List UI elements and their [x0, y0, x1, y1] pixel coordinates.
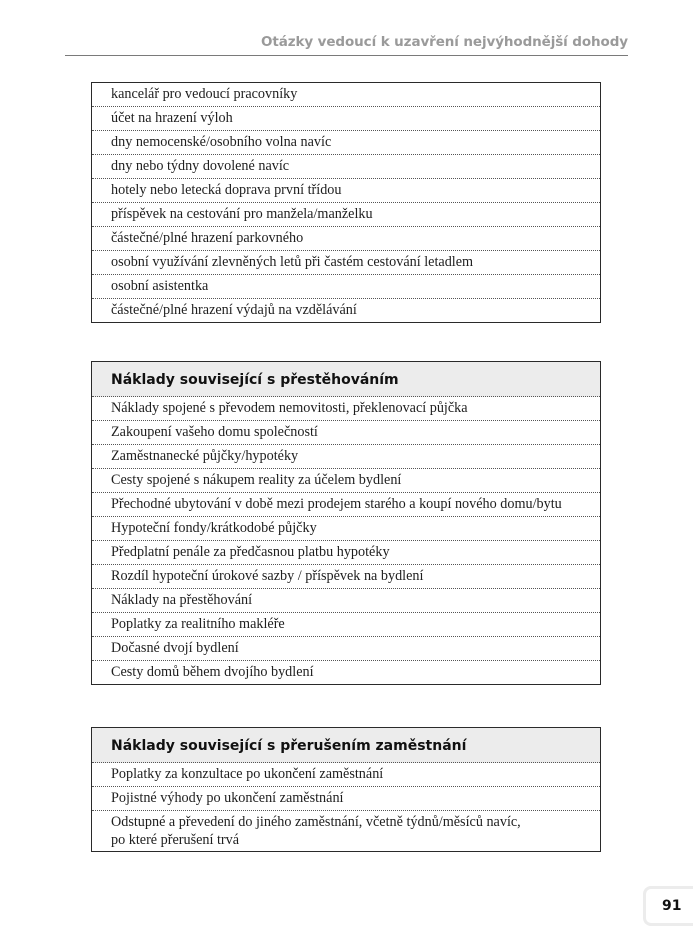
table-row: Hypoteční fondy/krátkodobé půjčky [92, 517, 600, 541]
table-row-line: po které přerušení trvá [111, 832, 240, 848]
table-row: hotely nebo letecká doprava první třídou [92, 179, 600, 203]
table-row: Dočasné dvojí bydlení [92, 637, 600, 661]
employment-termination-costs-table [91, 727, 601, 852]
running-head-title: Otázky vedoucí k uzavření nejvýhodnější dohody [65, 30, 628, 56]
table-row: Poplatky za realitního makléře [92, 613, 600, 637]
table-heading: Náklady související s přerušením zaměstnání [92, 728, 600, 763]
table-heading: Náklady související s přestěhováním [92, 362, 600, 397]
table-row: Zakoupení vašeho domu společností [92, 421, 600, 445]
relocation-costs-table [91, 361, 601, 685]
table-row [92, 811, 600, 851]
table-row: Cesty domů během dvojího bydlení [111, 664, 314, 680]
table-row: dny nemocenské/osobního volna navíc [92, 131, 600, 155]
table-row: osobní asistentka [92, 275, 600, 299]
table-row: účet na hrazení výloh [92, 107, 600, 131]
table-row: Pojistné výhody po ukončení zaměstnání [92, 787, 600, 811]
table-row: Přechodné ubytování v době mezi prodejem starého a koupí nového domu/bytu [92, 493, 600, 517]
table-row: Předplatní penále za předčasnou platbu hypotéky [92, 541, 600, 565]
table-row: částečné/plné hrazení výdajů na vzdělávání [111, 302, 357, 318]
page-number: 91 [643, 886, 693, 926]
table-row: kancelář pro vedoucí pracovníky [92, 83, 600, 107]
table-row: Zaměstnanecké půjčky/hypotéky [92, 445, 600, 469]
table-row: Poplatky za konzultace po ukončení zaměstnání [92, 763, 600, 787]
table-row: Rozdíl hypoteční úrokové sazby / příspěvek na bydlení [92, 565, 600, 589]
table-row: osobní využívání zlevněných letů při častém cestování letadlem [92, 251, 600, 275]
table-row: příspěvek na cestování pro manžela/manželku [92, 203, 600, 227]
table-row: Cesty spojené s nákupem reality za účelem bydlení [92, 469, 600, 493]
table-row: částečné/plné hrazení parkovného [92, 227, 600, 251]
table-row-line: Odstupné a převedení do jiného zaměstnání, včetně týdnů/měsíců navíc, [111, 814, 521, 830]
table-row: Náklady spojené s převodem nemovitosti, překlenovací půjčka [92, 397, 600, 421]
table-row: dny nebo týdny dovolené navíc [92, 155, 600, 179]
benefits-table [91, 82, 601, 323]
table-row: Náklady na přestěhování [92, 589, 600, 613]
